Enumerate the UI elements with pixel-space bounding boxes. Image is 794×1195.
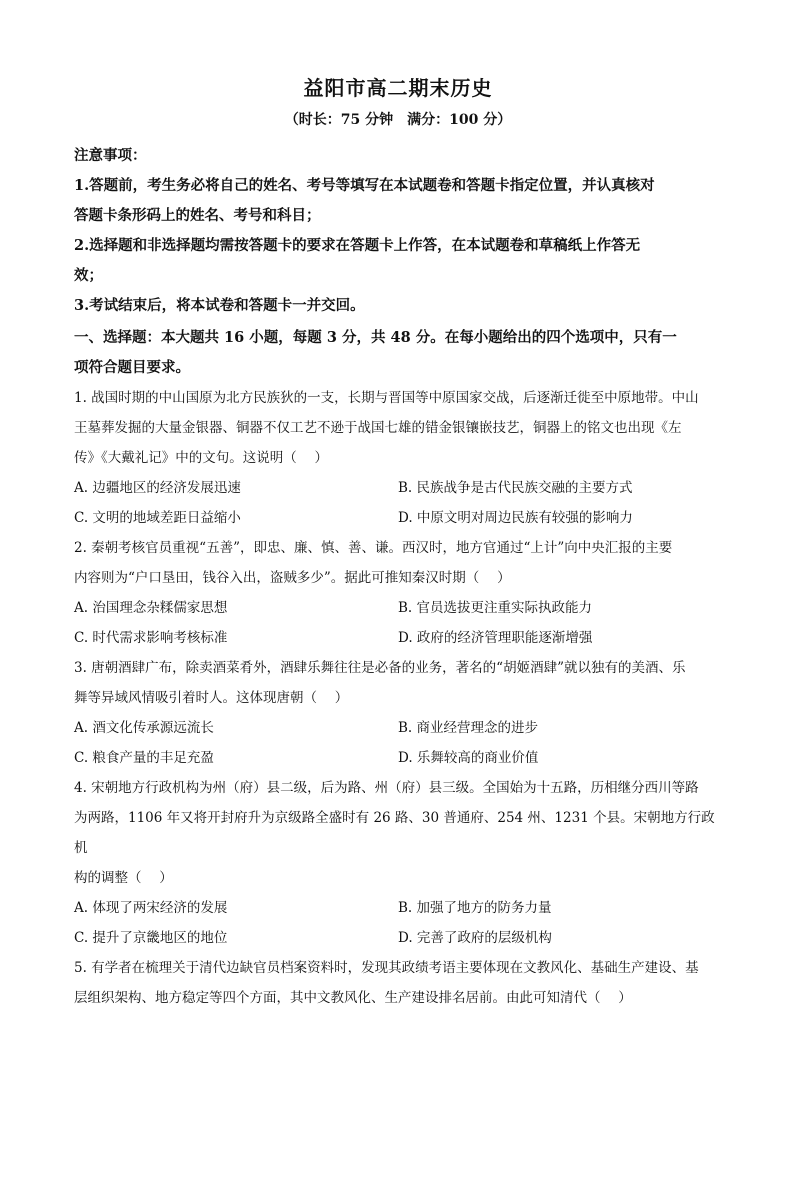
- question-stem-line: 构的调整（ ）: [74, 870, 173, 886]
- note-line: 1.答题前，考生务必将自己的姓名、考号等填写在本试题卷和答题卡指定位置，并认真核对: [74, 177, 655, 194]
- question-options: [74, 473, 722, 533]
- option-c: C. 文明的地域差距日益缩小: [74, 510, 241, 526]
- option-b: B. 官员选拔更注重实际执政能力: [398, 600, 593, 616]
- note-line: 效；: [74, 267, 103, 284]
- question-stem-line: 为两路，1106 年又将开封府升为京级路全盛时有 26 路、30 普通府、254 州、1231 个县。宋朝地方行政机: [74, 810, 715, 856]
- option-a: A. 体现了两宋经济的发展: [74, 900, 228, 916]
- option-a: A. 治国理念杂糅儒家思想: [74, 600, 228, 616]
- question-options: [74, 713, 722, 773]
- option-a: A. 酒文化传承源远流长: [74, 720, 214, 736]
- question-stem-line: 内容则为“户口垦田，钱谷入出，盗贼多少”。据此可推知秦汉时期（ ）: [74, 570, 511, 586]
- section-heading: [74, 323, 722, 383]
- question-3: [74, 653, 722, 773]
- notes-heading: 注意事项：: [74, 147, 147, 164]
- question-options: [74, 893, 722, 953]
- option-c: C. 粮食产量的丰足充盈: [74, 750, 214, 766]
- note-line: 2.选择题和非选择题均需按答题卡的要求在答题卡上作答，在本试题卷和草稿纸上作答无: [74, 237, 641, 254]
- exam-page: [0, 72, 794, 1195]
- option-b: B. 民族战争是古代民族交融的主要方式: [398, 480, 633, 496]
- question-stem-line: 层组织架构、地方稳定等四个方面，其中文教风化、生产建设排名居前。由此可知清代（ ）: [74, 990, 632, 1006]
- question-1: [74, 383, 722, 533]
- note-line: 3.考试结束后，将本试卷和答题卡一并交回。: [74, 297, 365, 314]
- option-d: D. 政府的经济管理职能逐渐增强: [398, 630, 593, 646]
- option-d: D. 乐舞较高的商业价值: [398, 750, 539, 766]
- question-stem-line: 1. 战国时期的中山国原为北方民族狄的一支，长期与晋国等中原国家交战，后逐渐迁徙至中原地带。中山: [74, 390, 699, 406]
- question-stem-line: 2. 秦朝考核官员重视“五善”，即忠、廉、慎、善、谦。西汉时，地方官通过“上计”向中央汇报的主要: [74, 540, 673, 556]
- question-stem-line: 3. 唐朝酒肆广布，除卖酒菜肴外，酒肆乐舞往往是必备的业务，著名的“胡姬酒肆”就以独有的美酒、乐: [74, 660, 686, 676]
- question-stem-line: 传》《大戴礼记》中的文句。这说明（ ）: [74, 450, 329, 466]
- question-stem-line: 5. 有学者在梳理关于清代边缺官员档案资料时，发现其政绩考语主要体现在文教风化、基础生产建设、基: [74, 960, 699, 976]
- option-d: D. 中原文明对周边民族有较强的影响力: [398, 510, 633, 526]
- question-5: [74, 953, 722, 1013]
- option-b: B. 商业经营理念的进步: [398, 720, 539, 736]
- option-b: B. 加强了地方的防务力量: [398, 900, 552, 916]
- question-2: [74, 533, 722, 653]
- section-line: 一、选择题：本大题共 16 小题，每题 3 分，共 48 分。在每小题给出的四个选项中，只有一: [74, 329, 677, 346]
- question-options: [74, 593, 722, 653]
- exam-duration-score: （时长：75 分钟 满分：100 分）: [284, 112, 512, 128]
- option-d: D. 完善了政府的层级机构: [398, 930, 552, 946]
- question-stem-line: 4. 宋朝地方行政机构为州（府）县二级，后为路、州（府）县三级。全国始为十五路，历相继分西川等路: [74, 780, 699, 796]
- question-stem-line: 舞等异域风情吸引着时人。这体现唐朝（ ）: [74, 690, 349, 706]
- option-c: C. 时代需求影响考核标准: [74, 630, 228, 646]
- notes-block: [74, 141, 722, 321]
- question-4: [74, 773, 722, 953]
- section-line: 项符合题目要求。: [74, 359, 190, 376]
- question-stem-line: 王墓葬发掘的大量金银器、铜器不仅工艺不逊于战国七雄的错金银镶嵌技艺，铜器上的铭文也出现《左: [74, 420, 682, 436]
- page-title: 益阳市高二期末历史: [303, 76, 493, 100]
- option-c: C. 提升了京畿地区的地位: [74, 930, 228, 946]
- note-line: 答题卡条形码上的姓名、考号和科目；: [74, 207, 321, 224]
- option-a: A. 边疆地区的经济发展迅速: [74, 480, 241, 496]
